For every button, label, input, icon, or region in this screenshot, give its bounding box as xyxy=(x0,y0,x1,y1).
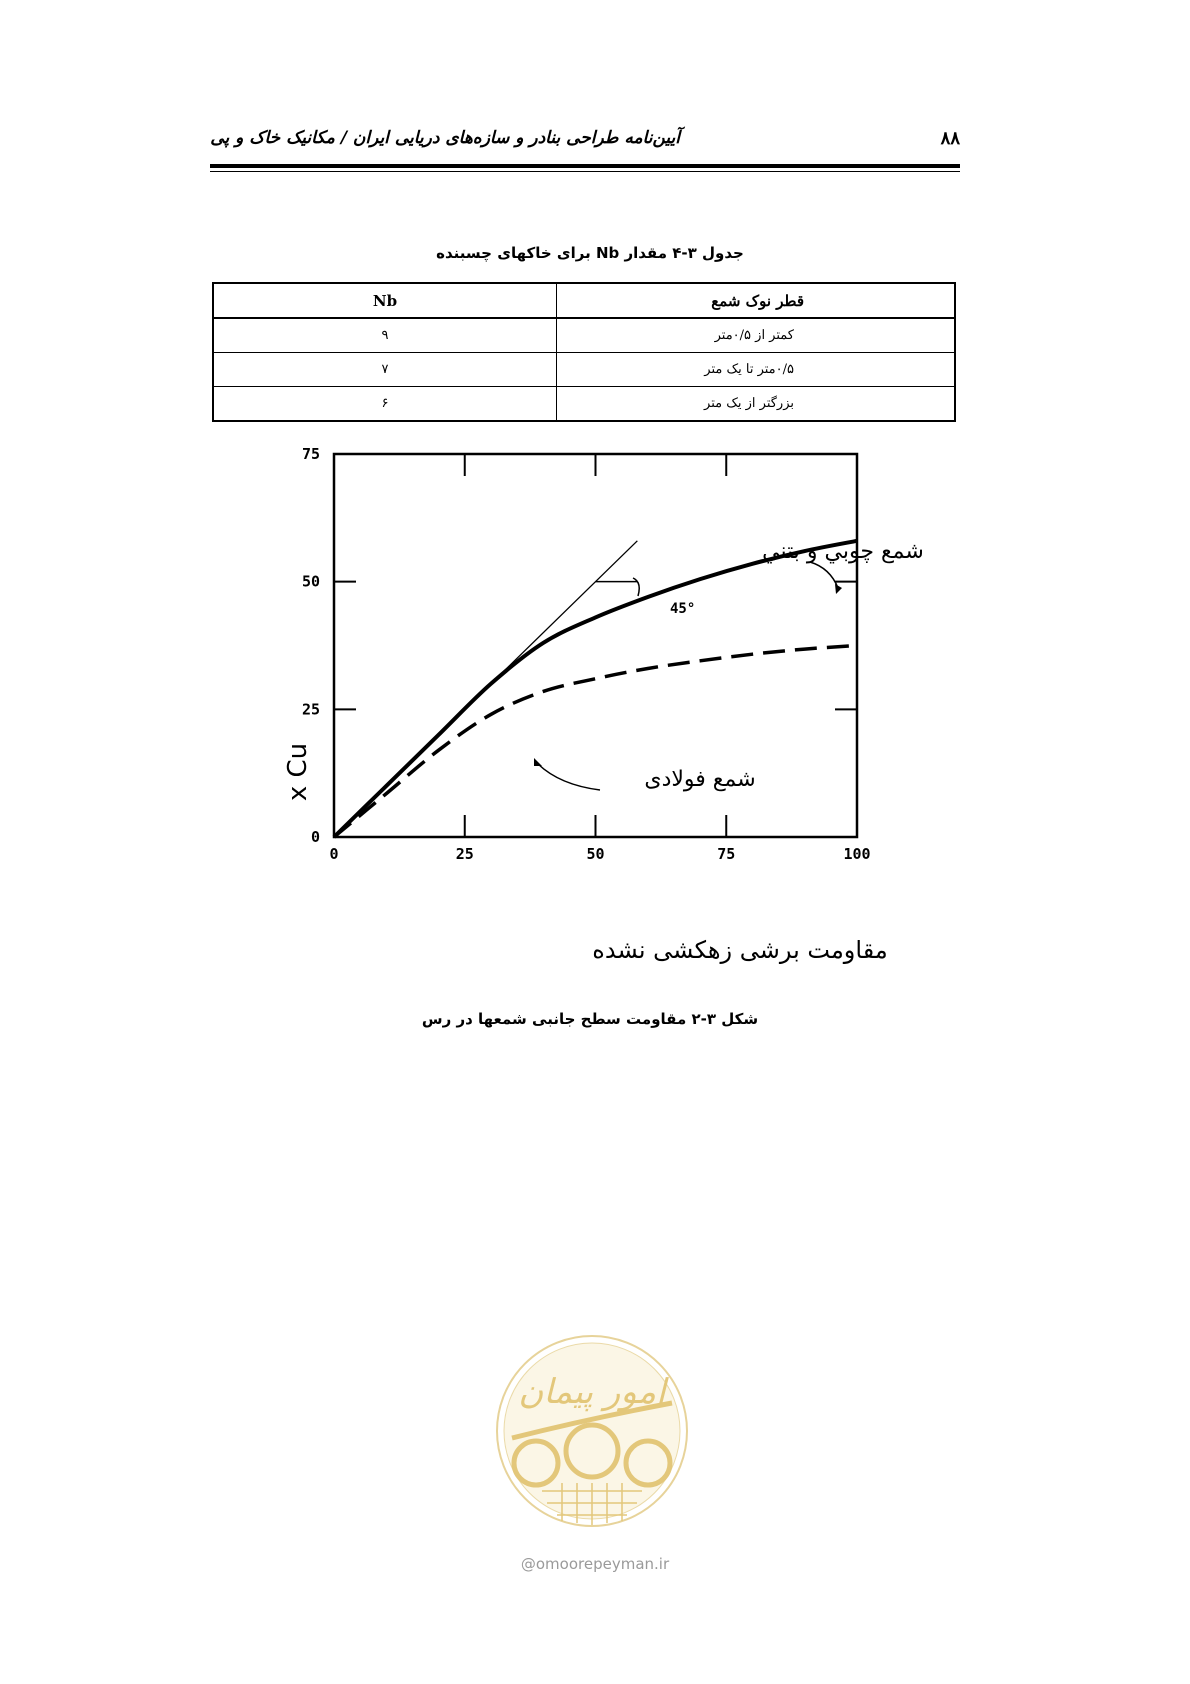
angle-annotation: 45° xyxy=(670,601,696,617)
series-group xyxy=(334,541,857,837)
nb-table xyxy=(212,282,956,422)
x-tick-label: 25 xyxy=(455,845,474,863)
nb-cell: ۷ xyxy=(213,353,557,387)
series-line-thin xyxy=(334,541,637,837)
y-tick-label: 75 xyxy=(301,445,320,463)
watermark-url: @omoorepeyman.ir xyxy=(520,1555,670,1573)
nb-cell: ۶ xyxy=(213,387,557,422)
tick-labels xyxy=(302,445,871,863)
x-tick-label: 0 xyxy=(329,845,339,863)
annotation-arrows xyxy=(538,562,838,790)
publisher-logo xyxy=(492,1323,692,1543)
diameter-header: قطر نوک شمع xyxy=(557,283,956,318)
wood-arrowhead xyxy=(835,584,842,594)
y-tick-label: 0 xyxy=(310,828,320,846)
table-row xyxy=(213,318,955,353)
steel-label-pointer xyxy=(538,764,600,790)
steel-arrowhead xyxy=(534,758,542,766)
angle-arc xyxy=(633,578,639,596)
logo-script: امور پیمان xyxy=(518,1372,666,1412)
header-rule xyxy=(210,164,960,168)
page-number: ۸۸ xyxy=(940,128,960,149)
diameter-cell: کمتر از ۰/۵متر xyxy=(557,318,956,353)
x-axis-label: مقاومت برشی زهکشی نشده xyxy=(592,936,888,964)
wood-label-pointer xyxy=(810,562,838,588)
header-title: آیین‌نامه طراحی بنادر و سازه‌های دریایی ایران / مکانیک خاک و پی xyxy=(210,128,680,148)
series-line-solid xyxy=(334,541,857,837)
shaft-resistance-chart xyxy=(270,445,960,990)
table-row xyxy=(213,353,955,387)
y-tick-label: 25 xyxy=(301,700,320,719)
series-label-wood-concrete: شمع چوبي و بتني xyxy=(762,539,924,564)
series-line-dashed xyxy=(334,646,857,838)
y-axis-label: x Cu xyxy=(283,742,313,802)
figure-caption: شکل ۳-۲ مقاومت سطح جانبی شمعها در رس xyxy=(421,1010,759,1028)
tick-marks xyxy=(334,454,857,837)
diameter-cell: بزرگتر از یک متر xyxy=(557,387,956,422)
series-label-steel: شمع فولادی xyxy=(644,767,756,792)
nb-header: Nb xyxy=(213,283,557,318)
y-tick-label: 50 xyxy=(301,572,320,591)
plot-frame xyxy=(334,454,857,837)
table-header-row xyxy=(213,283,955,318)
plot-border xyxy=(334,454,857,837)
nb-cell: ۹ xyxy=(213,318,557,353)
x-tick-label: 100 xyxy=(843,845,871,863)
table-row xyxy=(213,387,955,422)
table-caption: جدول ۳-۴ مقدار Nb برای خاکهای چسبنده xyxy=(436,244,744,262)
x-tick-label: 50 xyxy=(586,845,605,863)
header-rule-thin xyxy=(210,171,960,172)
diameter-cell: ۰/۵متر تا یک متر xyxy=(557,353,956,387)
x-tick-label: 75 xyxy=(717,845,736,863)
